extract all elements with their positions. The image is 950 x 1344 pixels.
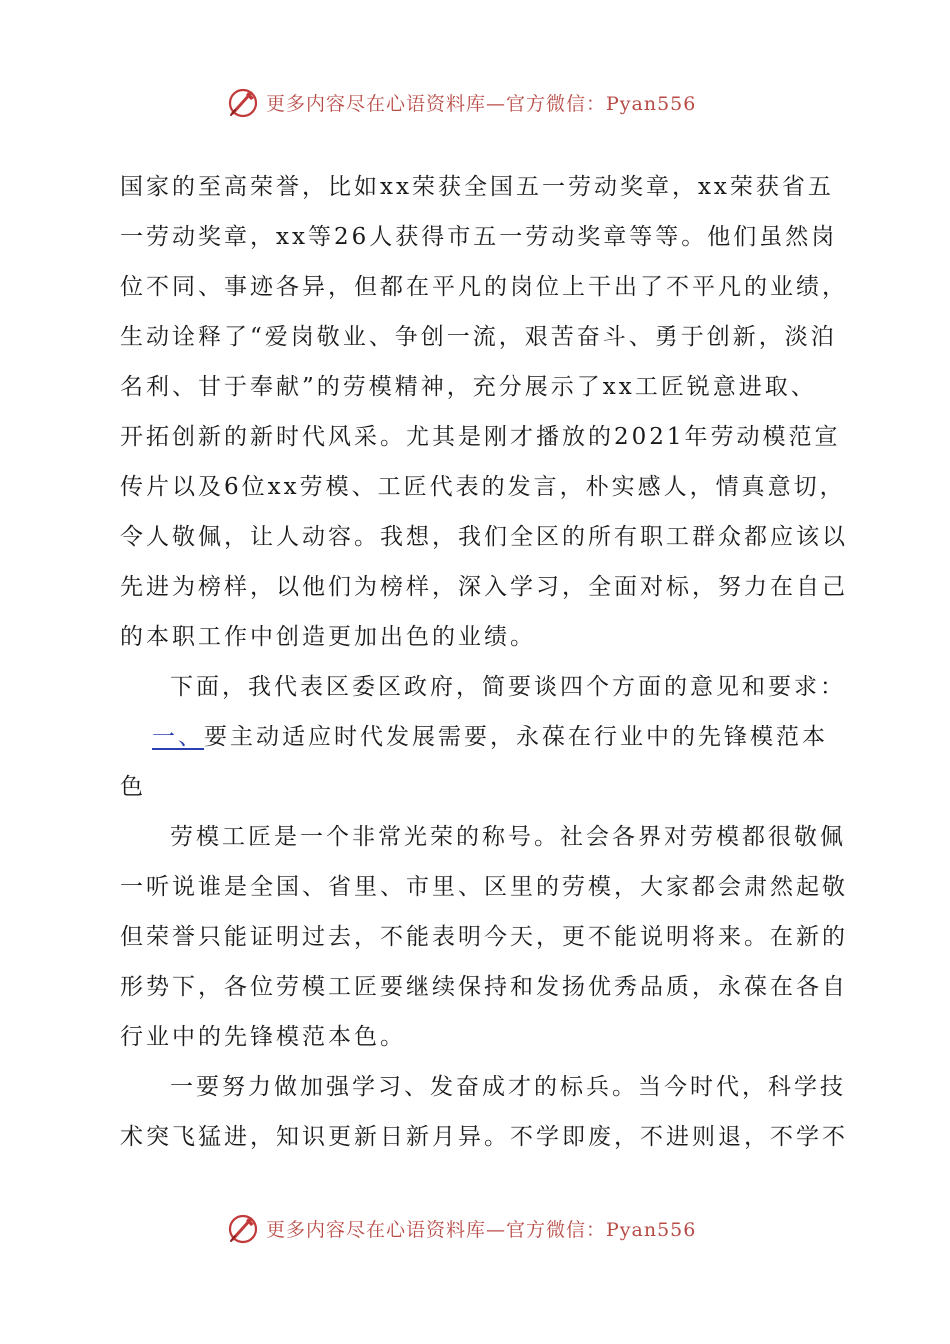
pen-logo-icon — [226, 1212, 260, 1246]
body-line: 一劳动奖章，xx等26人获得市五一劳动奖章等等。他们虽然岗 — [120, 224, 838, 250]
body-line: 位不同、事迹各异，但都在平凡的岗位上干出了不平凡的业绩， — [120, 274, 848, 300]
section-heading-number[interactable]: 一、 — [152, 724, 204, 750]
header-banner-text: 更多内容尽在心语资料库—官方微信：Pyan556 — [266, 93, 697, 115]
body-line: 国家的至高荣誉，比如xx荣获全国五一劳动奖章，xx荣获省五 — [120, 174, 834, 200]
pen-logo-icon — [226, 86, 260, 120]
body-line: 行业中的先锋模范本色。 — [120, 1024, 406, 1050]
body-line: 令人敬佩，让人动容。我想，我们全区的所有职工群众都应该以 — [120, 524, 848, 550]
section-heading-text: 要主动适应时代发展需要，永葆在行业中的先锋模范本 — [204, 724, 828, 750]
body-line: 传片以及6位xx劳模、工匠代表的发言，朴实感人，情真意切， — [120, 474, 846, 500]
body-line: 形势下，各位劳模工匠要继续保持和发扬优秀品质，永葆在各自 — [120, 974, 848, 1000]
body-line: 一听说谁是全国、省里、市里、区里的劳模，大家都会肃然起敬 — [120, 874, 848, 900]
footer-banner — [0, 1210, 950, 1250]
header-banner — [0, 84, 950, 124]
body-line: 生动诠释了“爱岗敬业、争创一流，艰苦奋斗、勇于创新，淡泊 — [120, 324, 837, 350]
intro-line: 下面，我代表区委区政府，简要谈四个方面的意见和要求： — [170, 674, 846, 700]
body-line: 术突飞猛进，知识更新日新月异。不学即废，不进则退，不学不 — [120, 1124, 848, 1150]
body-line: 劳模工匠是一个非常光荣的称号。社会各界对劳模都很敬佩 — [170, 824, 846, 850]
body-line: 的本职工作中创造更加出色的业绩。 — [120, 624, 536, 650]
document-body — [120, 162, 848, 1162]
footer-banner-text: 更多内容尽在心语资料库—官方微信：Pyan556 — [266, 1219, 697, 1241]
body-line: 先进为榜样，以他们为榜样，深入学习，全面对标，努力在自己 — [120, 574, 848, 600]
body-line: 开拓创新的新时代风采。尤其是刚才播放的2021年劳动模范宣 — [120, 424, 841, 450]
section-heading-1-continued: 色 — [120, 774, 146, 800]
section-heading-1 — [120, 712, 832, 762]
body-line: 一要努力做加强学习、发奋成才的标兵。当今时代，科学技 — [170, 1074, 846, 1100]
body-line: 但荣誉只能证明过去，不能表明今天，更不能说明将来。在新的 — [120, 924, 848, 950]
body-line: 名利、甘于奉献”的劳模精神，充分展示了xx工匠锐意进取、 — [120, 374, 817, 400]
